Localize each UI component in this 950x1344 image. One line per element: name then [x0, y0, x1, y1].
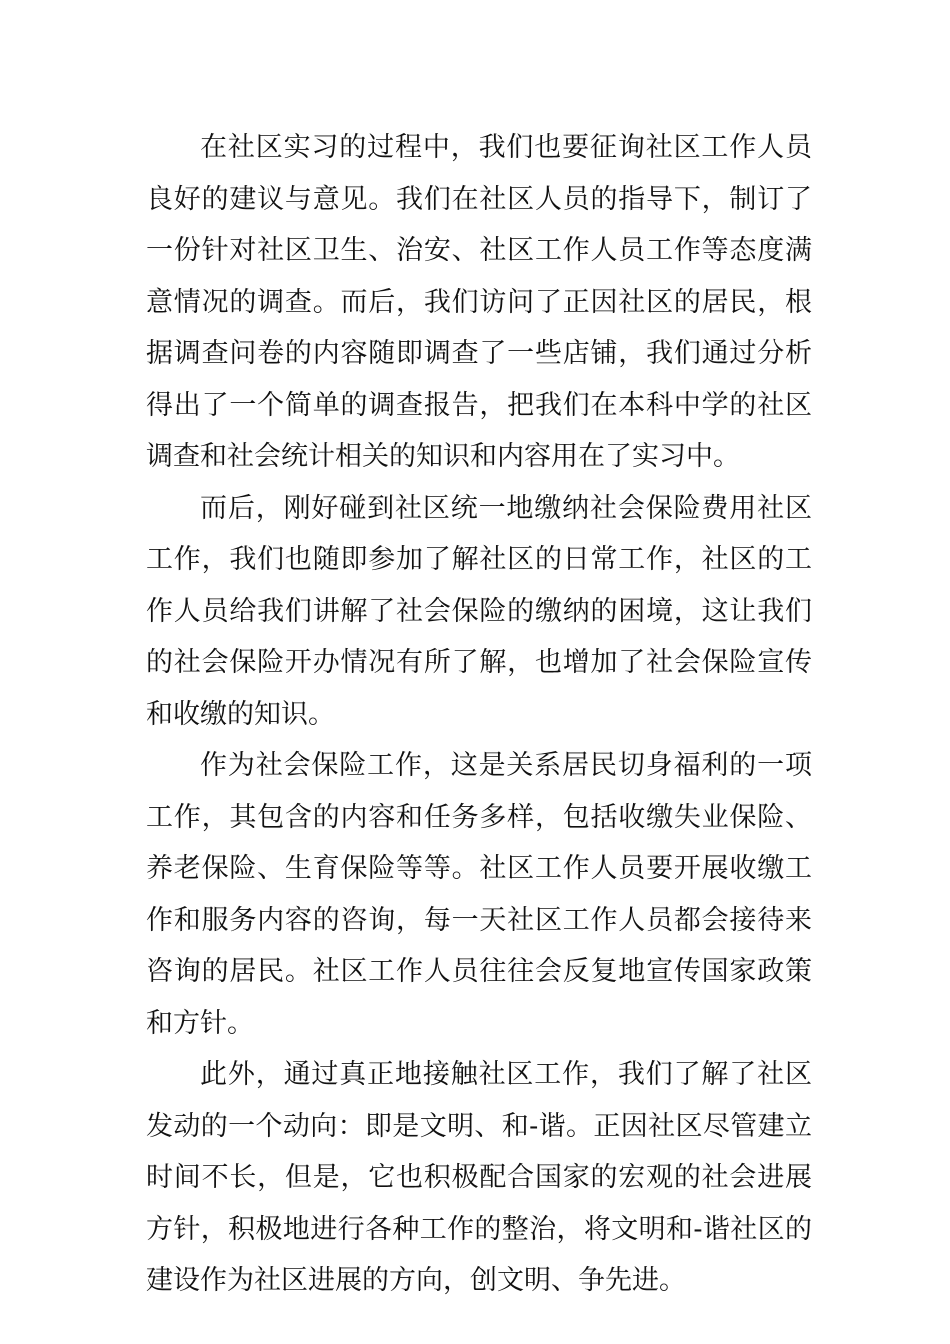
paragraph-3: 作为社会保险工作，这是关系居民切身福利的一项工作，其包含的内容和任务多样，包括收缴失业保险、养老保险、生育保险等等。社区工作人员要开展收缴工作和服务内容的咨询，每一天社区工作人员都会接待来咨询的居民。社区工作人员往往会反复地宣传国家政策和方针。	[146, 750, 812, 1039]
paragraph-4: 此外，通过真正地接触社区工作，我们了解了社区发动的一个动向：即是文明、和-谐。正因社区尽管建立时间不长，但是，它也积极配合国家的宏观的社会进展方针，积极地进行各种工作的整治，将文明和-谐社区的建设作为社区进展的方向，创文明、争先进。	[146, 1059, 812, 1296]
document-body	[146, 122, 812, 1307]
paragraph-2: 而后，刚好碰到社区统一地缴纳社会保险费用社区工作，我们也随即参加了解社区的日常工作，社区的工作人员给我们讲解了社会保险的缴纳的困境，这让我们的社会保险开办情况有所了解，也增加了社会保险宣传和收缴的知识。	[146, 492, 812, 730]
paragraph-1: 在社区实习的过程中，我们也要征询社区工作人员良好的建议与意见。我们在社区人员的指导下，制订了一份针对社区卫生、治安、社区工作人员工作等态度满意情况的调查。而后，我们访问了正因社区的居民，根据调查问卷的内容随即调查了一些店铺，我们通过分析得出了一个简单的调查报告，把我们在本科中学的社区调查和社会统计相关的知识和内容用在了实习中。	[146, 132, 812, 472]
